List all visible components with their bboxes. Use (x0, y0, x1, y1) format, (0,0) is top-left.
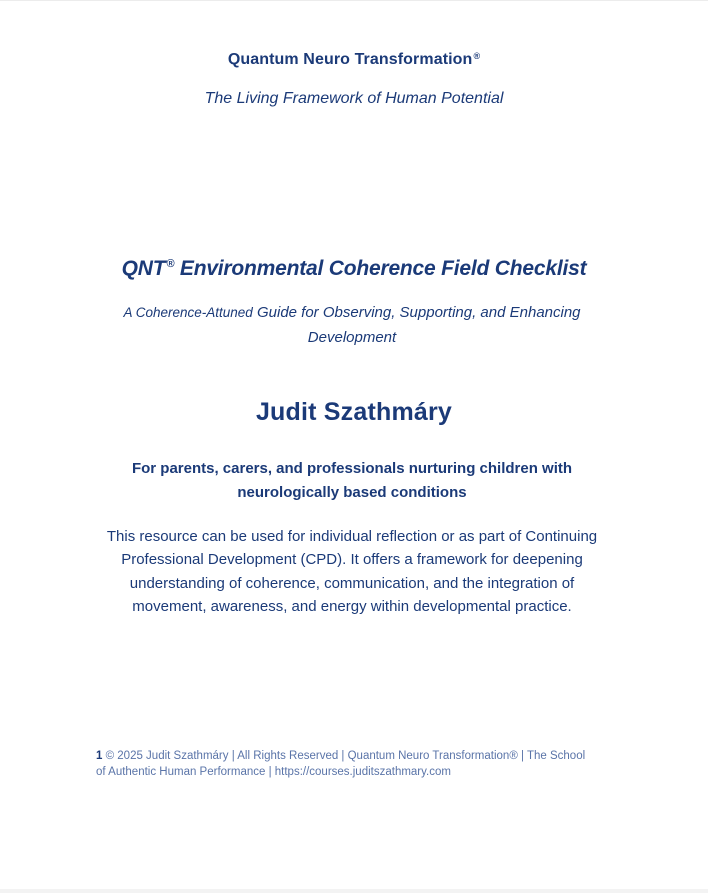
subtitle-part-2: Guide for Observing, Supporting, and Enhancing Development (252, 304, 581, 346)
description-paragraph: This resource can be used for individual reflection or as part of Continuing Professional Development (CPD). It offers a framework for deepening understanding of coherence, communication, and the integration of movement, awareness, and energy within developmental practice. (106, 528, 598, 616)
brand-title (0, 51, 708, 69)
title-prefix: QNT (121, 257, 166, 280)
author-name: Judit Szathmáry (255, 398, 453, 426)
page-number: 1 (96, 750, 103, 762)
footer-copyright: © 2025 Judit Szathmáry | All Rights Reserved | Quantum Neuro Transformation® | The School of Authentic Human Performance | https://courses.juditszathmary.com (96, 750, 586, 778)
subtitle-part-1: A Coherence-Attuned (123, 305, 253, 320)
brand-name: Quantum Neuro Transformation (227, 51, 473, 68)
page-footer (96, 748, 596, 780)
audience-statement: For parents, carers, and professionals nurturing children with neurologically based conditions (131, 460, 573, 501)
title-registered-mark: ® (166, 258, 175, 270)
brand-tagline: The Living Framework of Human Potential (204, 90, 504, 107)
page-bottom-divider (0, 889, 708, 893)
document-title (0, 257, 708, 281)
page-top-divider (0, 0, 708, 1)
title-rest: Environmental Coherence Field Checklist (174, 257, 587, 280)
brand-registered-mark: ® (473, 51, 481, 61)
document-subtitle (96, 300, 608, 350)
